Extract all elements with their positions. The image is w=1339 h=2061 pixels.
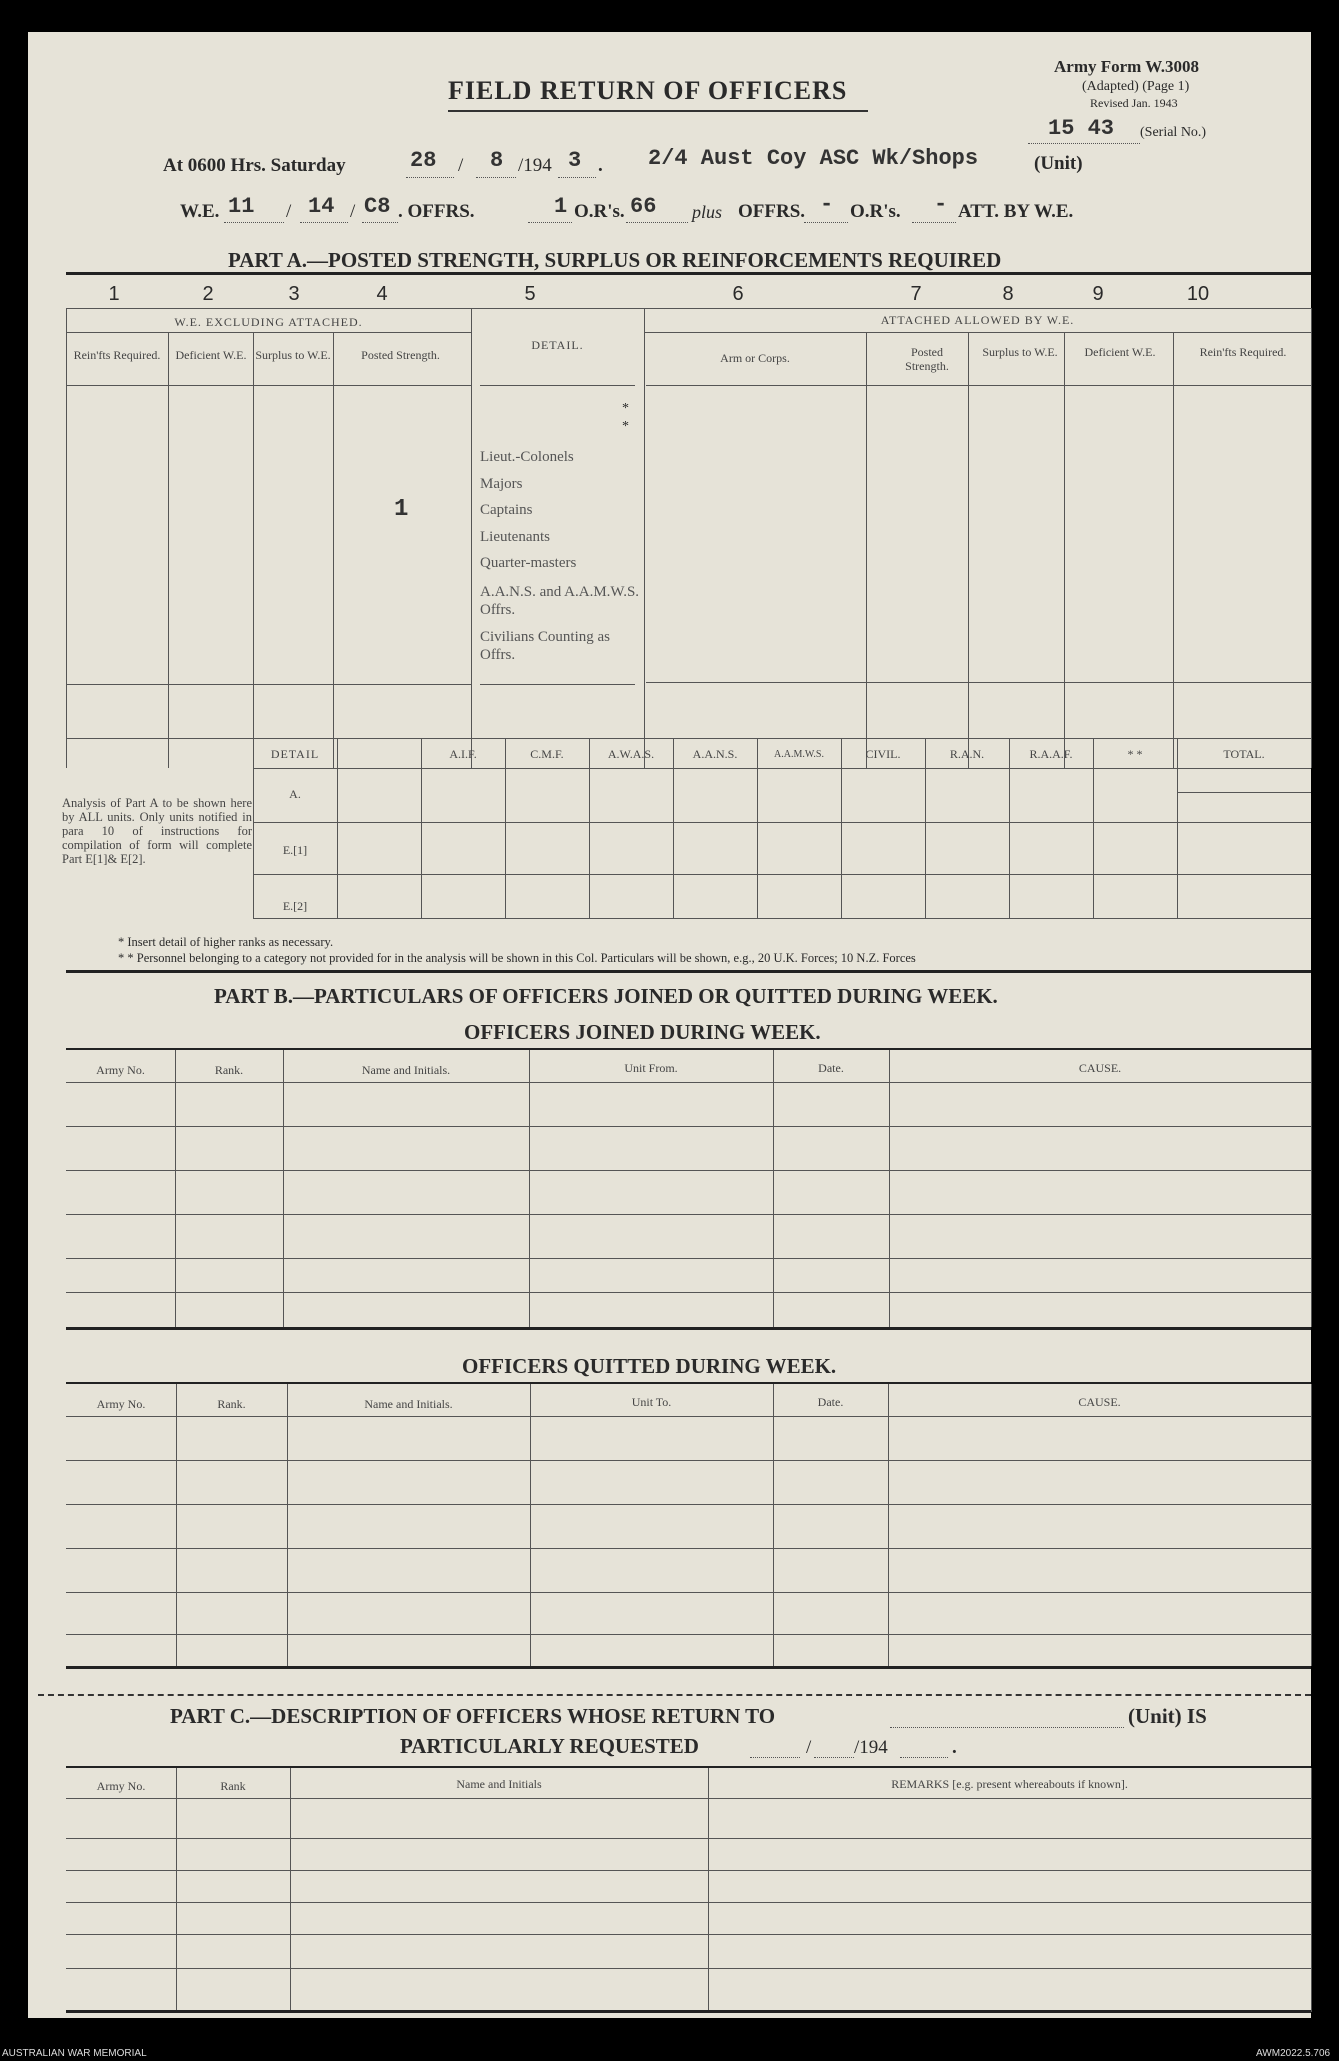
analysis-col-6 [673, 738, 674, 918]
part-c-row-line-4 [66, 1934, 1311, 1935]
analysis-row-line-1 [253, 822, 1311, 823]
ors-value: 66 [630, 194, 657, 219]
analysis-bottom-line [253, 918, 1311, 919]
part-c-right-edge [1311, 1768, 1312, 2012]
left-totals-line [66, 684, 471, 685]
col-header-deficient-att: Deficient W.E. [1084, 345, 1156, 359]
col-number-4: 4 [376, 283, 388, 305]
part-c-header-line [66, 1798, 1311, 1799]
analysis-header-cmf: C.M.F. [530, 747, 564, 761]
form-revised: Revised Jan. 1943 [1090, 96, 1178, 110]
part-b-title: PART B.—PARTICULARS OF OFFICERS JOINED OR QUITTED DURING WEEK. [214, 984, 998, 1008]
joined-bottom-rule [66, 1327, 1311, 1330]
quitted-col-cause: CAUSE. [1078, 1395, 1121, 1409]
analysis-col-11 [1093, 738, 1094, 918]
date-year-digit: 3 [568, 148, 582, 173]
analysis-col-9 [925, 738, 926, 918]
ors-dots [626, 222, 688, 223]
quitted-row-line-1 [66, 1460, 1311, 1461]
quitted-col-line-1 [176, 1384, 177, 1666]
offrs2-value: - [820, 192, 834, 217]
footer-left: AUSTRALIAN WAR MEMORIAL [2, 2048, 147, 2059]
joined-col-line-1 [175, 1050, 176, 1327]
footnote-1: * Insert detail of higher ranks as necessary. [118, 935, 334, 949]
part-c-dot: . [952, 1737, 957, 1758]
right-header-bottom [646, 385, 1311, 386]
offrs-dots [528, 222, 572, 223]
we-excluding-header: W.E. EXCLUDING ATTACHED. [174, 315, 363, 329]
analysis-col-12 [1177, 738, 1178, 918]
we-value-3: C8 [364, 194, 391, 219]
part-c-col-rank: Rank [220, 1779, 246, 1793]
part-c-row-line-1 [66, 1838, 1311, 1839]
analysis-left-line [253, 738, 254, 918]
col-number-1: 1 [108, 283, 120, 305]
joined-row-line-3 [66, 1214, 1311, 1215]
part-c-col-army-no: Army No. [96, 1779, 146, 1793]
archive-footer [0, 2048, 1339, 2061]
joined-header-line [66, 1082, 1311, 1083]
footnote-2: * * Personnel belonging to a category not provided for in the analysis will be shown in this Col. Particulars will be shown, e.g., 20 U.K. Forces; 10 N.Z. Forces [118, 951, 916, 965]
quitted-col-line-2 [287, 1384, 288, 1666]
part-c-slash: / [806, 1737, 812, 1758]
unit-label: (Unit) [1034, 153, 1083, 174]
rank-lieut-colonels: Lieut.-Colonels [480, 449, 574, 465]
asterisk-2: * [622, 419, 629, 434]
analysis-header-ran: R.A.N. [949, 747, 985, 761]
part-c-col-name: Name and Initials [456, 1777, 542, 1791]
we-value-2: 14 [308, 194, 335, 219]
att-label: ATT. BY W.E. [958, 201, 1074, 222]
col-header-surplus: Surplus to W.E. [255, 348, 331, 362]
offrs-label: . OFFRS. [398, 201, 475, 222]
ors2-dots [912, 222, 956, 223]
analysis-row-e2: E.[2] [282, 899, 308, 913]
footer-right: AWM2022.5.706 [1256, 2048, 1331, 2059]
col-number-6: 6 [732, 283, 744, 305]
analysis-col-2 [337, 738, 338, 918]
detail-totals-line [480, 684, 635, 685]
date-dot: . [598, 155, 603, 176]
col-line-8 [968, 332, 969, 768]
part-c-line2: PARTICULARLY REQUESTED [400, 1734, 699, 1758]
perforation-line [38, 1694, 1311, 1696]
part-a-rule [66, 272, 1311, 275]
analysis-col-8 [841, 738, 842, 918]
rank-quartermasters: Quarter-masters [480, 555, 577, 571]
col-header-posted-att: Posted Strength. [905, 345, 949, 373]
offrs2-label: OFFRS. [738, 201, 806, 222]
date-month: 8 [490, 148, 504, 173]
part-c-month-dots [814, 1757, 854, 1758]
day-dots [406, 177, 454, 178]
joined-top-rule [66, 1048, 1311, 1050]
col-number-5: 5 [524, 283, 536, 305]
we-slash-1: / [286, 201, 292, 222]
table-right-edge [1311, 308, 1312, 768]
part-c-year-dots [900, 1757, 948, 1758]
col-line-3 [253, 332, 254, 768]
analysis-col-5 [589, 738, 590, 918]
analysis-header-other: * * [1127, 747, 1143, 761]
we-dots-2 [300, 222, 348, 223]
left-header-bottom [66, 385, 471, 386]
joined-col-army-no: Army No. [96, 1063, 145, 1077]
analysis-header-total: TOTAL. [1223, 747, 1265, 761]
form-number: Army Form W.3008 [1054, 57, 1199, 76]
joined-col-line-5 [889, 1050, 890, 1327]
joined-col-name: Name and Initials. [361, 1063, 451, 1077]
quitted-col-line-4 [773, 1384, 774, 1666]
we-dots-1 [224, 222, 284, 223]
form-adapted: (Adapted) (Page 1) [1082, 79, 1190, 94]
part-c-row-line-5 [66, 1968, 1311, 1969]
quitted-row-line-5 [66, 1634, 1311, 1635]
analysis-header-raaf: R.A.A.F. [1029, 747, 1073, 761]
quitted-row-line-4 [66, 1592, 1311, 1593]
part-c-year: /194 [854, 1737, 888, 1758]
offrs2-dots [804, 222, 848, 223]
we-value-1: 11 [228, 194, 255, 219]
analysis-col-4 [505, 738, 506, 918]
col-header-posted: Posted Strength. [361, 348, 440, 362]
quitted-top-rule [66, 1382, 1311, 1384]
attached-allowed-header: ATTACHED ALLOWED BY W.E. [880, 313, 1075, 327]
quitted-row-line-3 [66, 1548, 1311, 1549]
serial-label: (Serial No.) [1140, 125, 1207, 140]
col-header-reinfts: Rein'fts Required. [73, 348, 161, 362]
we-slash-2: / [350, 201, 356, 222]
serial-dots [1028, 143, 1140, 144]
right-totals-line [646, 682, 1311, 683]
we-dots-3 [362, 222, 398, 223]
quitted-col-line-5 [888, 1384, 889, 1666]
ors2-value: - [934, 192, 948, 217]
date-day: 28 [410, 148, 437, 173]
analysis-row-a: A. [289, 787, 301, 801]
detail-header: DETAIL. [531, 338, 584, 352]
part-c-col-remarks: REMARKS [e.g. present whereabouts if known]. [891, 1777, 1128, 1791]
rank-lieutenants: Lieutenants [480, 529, 550, 545]
col-number-2: 2 [202, 283, 214, 305]
year-dots [558, 177, 596, 178]
serial-number: 15 43 [1048, 116, 1115, 141]
col-number-10: 10 [1186, 283, 1210, 305]
part-a-title: PART A.—POSTED STRENGTH, SURPLUS OR REINFORCEMENTS REQUIRED [228, 248, 1002, 272]
quitted-title: OFFICERS QUITTED DURING WEEK. [462, 1354, 837, 1378]
part-c-top-rule [66, 1766, 1311, 1768]
quitted-col-army-no: Army No. [96, 1397, 146, 1411]
rank-majors: Majors [480, 476, 523, 492]
quitted-col-name: Name and Initials. [364, 1397, 453, 1411]
part-c-col-line-2 [290, 1768, 291, 2012]
joined-col-date: Date. [818, 1061, 844, 1075]
col-header-arm: Arm or Corps. [720, 351, 790, 365]
unit-value: 2/4 Aust Coy ASC Wk/Shops [648, 146, 979, 171]
detail-header-bottom [480, 385, 635, 386]
analysis-header-detail: DETAIL [270, 747, 320, 761]
title-underline [448, 110, 868, 112]
joined-right-edge [1311, 1050, 1312, 1327]
joined-col-unit-from: Unit From. [624, 1061, 678, 1075]
col-number-8: 8 [1002, 283, 1014, 305]
total-sub-line [1178, 792, 1311, 793]
quitted-header-line [66, 1416, 1311, 1417]
analysis-header-aif: A.I.F. [449, 747, 477, 761]
analysis-row-e1: E.[1] [282, 843, 308, 857]
part-c-col-line-3 [708, 1768, 709, 2012]
quitted-row-line-2 [66, 1504, 1311, 1505]
part-c-line1: PART C.—DESCRIPTION OF OFFICERS WHOSE RETURN TO [170, 1704, 776, 1728]
part-c-row-line-2 [66, 1870, 1311, 1871]
analysis-note: Analysis of Part A to be shown here by ALL units. Only units notified in para 10 of instructions for compilation of form will complete Part E[1]& E[2]. [62, 796, 252, 866]
joined-title: OFFICERS JOINED DURING WEEK. [464, 1020, 821, 1044]
analysis-header-aamws: A.A.M.W.S. [774, 749, 824, 760]
form-title: FIELD RETURN OF OFFICERS [448, 76, 848, 105]
analysis-header-civil: CIVIL. [865, 747, 901, 761]
col-number-9: 9 [1092, 283, 1104, 305]
rank-aans: A.A.N.S. and A.A.M.W.S. Offrs. [480, 584, 640, 618]
joined-row-line-5 [66, 1292, 1311, 1293]
part-c-day-dots [750, 1757, 800, 1758]
joined-col-line-2 [283, 1050, 284, 1327]
plus-label: plus [692, 202, 723, 222]
quitted-col-date: Date. [817, 1395, 844, 1409]
analysis-top-line [253, 768, 1311, 769]
attached-allowed-line [644, 332, 1311, 333]
part-c-unit-dots [890, 1727, 1124, 1728]
rank-civilians: Civilians Counting as Offrs. [480, 629, 611, 663]
we-excluding-line [66, 332, 471, 333]
analysis-col-7 [757, 738, 758, 918]
joined-row-line-2 [66, 1170, 1311, 1171]
form-page [28, 32, 1311, 2018]
month-dots [476, 177, 516, 178]
ors-label: O.R's. [574, 201, 625, 222]
joined-row-line-1 [66, 1126, 1311, 1127]
analysis-header-aans: A.A.N.S. [692, 747, 738, 761]
col-line-7 [866, 332, 867, 768]
date-slash-1: / [458, 155, 464, 176]
col-header-deficient: Deficient W.E. [175, 348, 247, 362]
col-line-4 [333, 332, 334, 768]
joined-row-line-4 [66, 1258, 1311, 1259]
table-top-line [66, 308, 1311, 309]
quitted-bottom-rule [66, 1666, 1311, 1669]
part-c-bottom-rule [66, 2010, 1311, 2013]
part-c-unit-is: (Unit) IS [1128, 1704, 1207, 1728]
analysis-header-awas: A.W.A.S. [607, 747, 655, 761]
part-c-col-line-1 [176, 1768, 177, 2012]
col-line-10 [1173, 332, 1174, 768]
col-line-9 [1064, 332, 1065, 768]
date-slash-2: /194 [518, 155, 552, 176]
col-header-reinfts-att: Rein'fts Required. [1199, 345, 1287, 359]
col-header-surplus-att: Surplus to W.E. [982, 345, 1058, 359]
quitted-col-unit-to: Unit To. [631, 1395, 672, 1409]
quitted-col-line-3 [530, 1384, 531, 1666]
ors2-label: O.R's. [850, 201, 901, 222]
offrs-value: 1 [554, 194, 568, 219]
col-line-2 [168, 332, 169, 768]
col-number-7: 7 [910, 283, 922, 305]
posted-strength-value: 1 [394, 496, 409, 523]
at-label: At 0600 Hrs. Saturday [163, 155, 346, 176]
part-a-end-rule [66, 970, 1311, 973]
analysis-row-line-2 [253, 874, 1311, 875]
rank-captains: Captains [480, 502, 533, 518]
analysis-col-3 [421, 738, 422, 918]
joined-col-rank: Rank. [214, 1063, 244, 1077]
detail-right-line [644, 308, 645, 768]
quitted-right-edge [1311, 1384, 1312, 1666]
analysis-col-10 [1009, 738, 1010, 918]
joined-col-cause: CAUSE. [1078, 1061, 1122, 1075]
joined-col-line-3 [529, 1050, 530, 1327]
we-label: W.E. [180, 201, 220, 222]
part-c-row-line-3 [66, 1902, 1311, 1903]
table-left-edge [66, 308, 67, 768]
asterisk-1: * [622, 401, 629, 416]
quitted-col-rank: Rank. [217, 1397, 246, 1411]
joined-col-line-4 [773, 1050, 774, 1327]
detail-left-line [471, 308, 472, 768]
col-number-3: 3 [288, 283, 300, 305]
